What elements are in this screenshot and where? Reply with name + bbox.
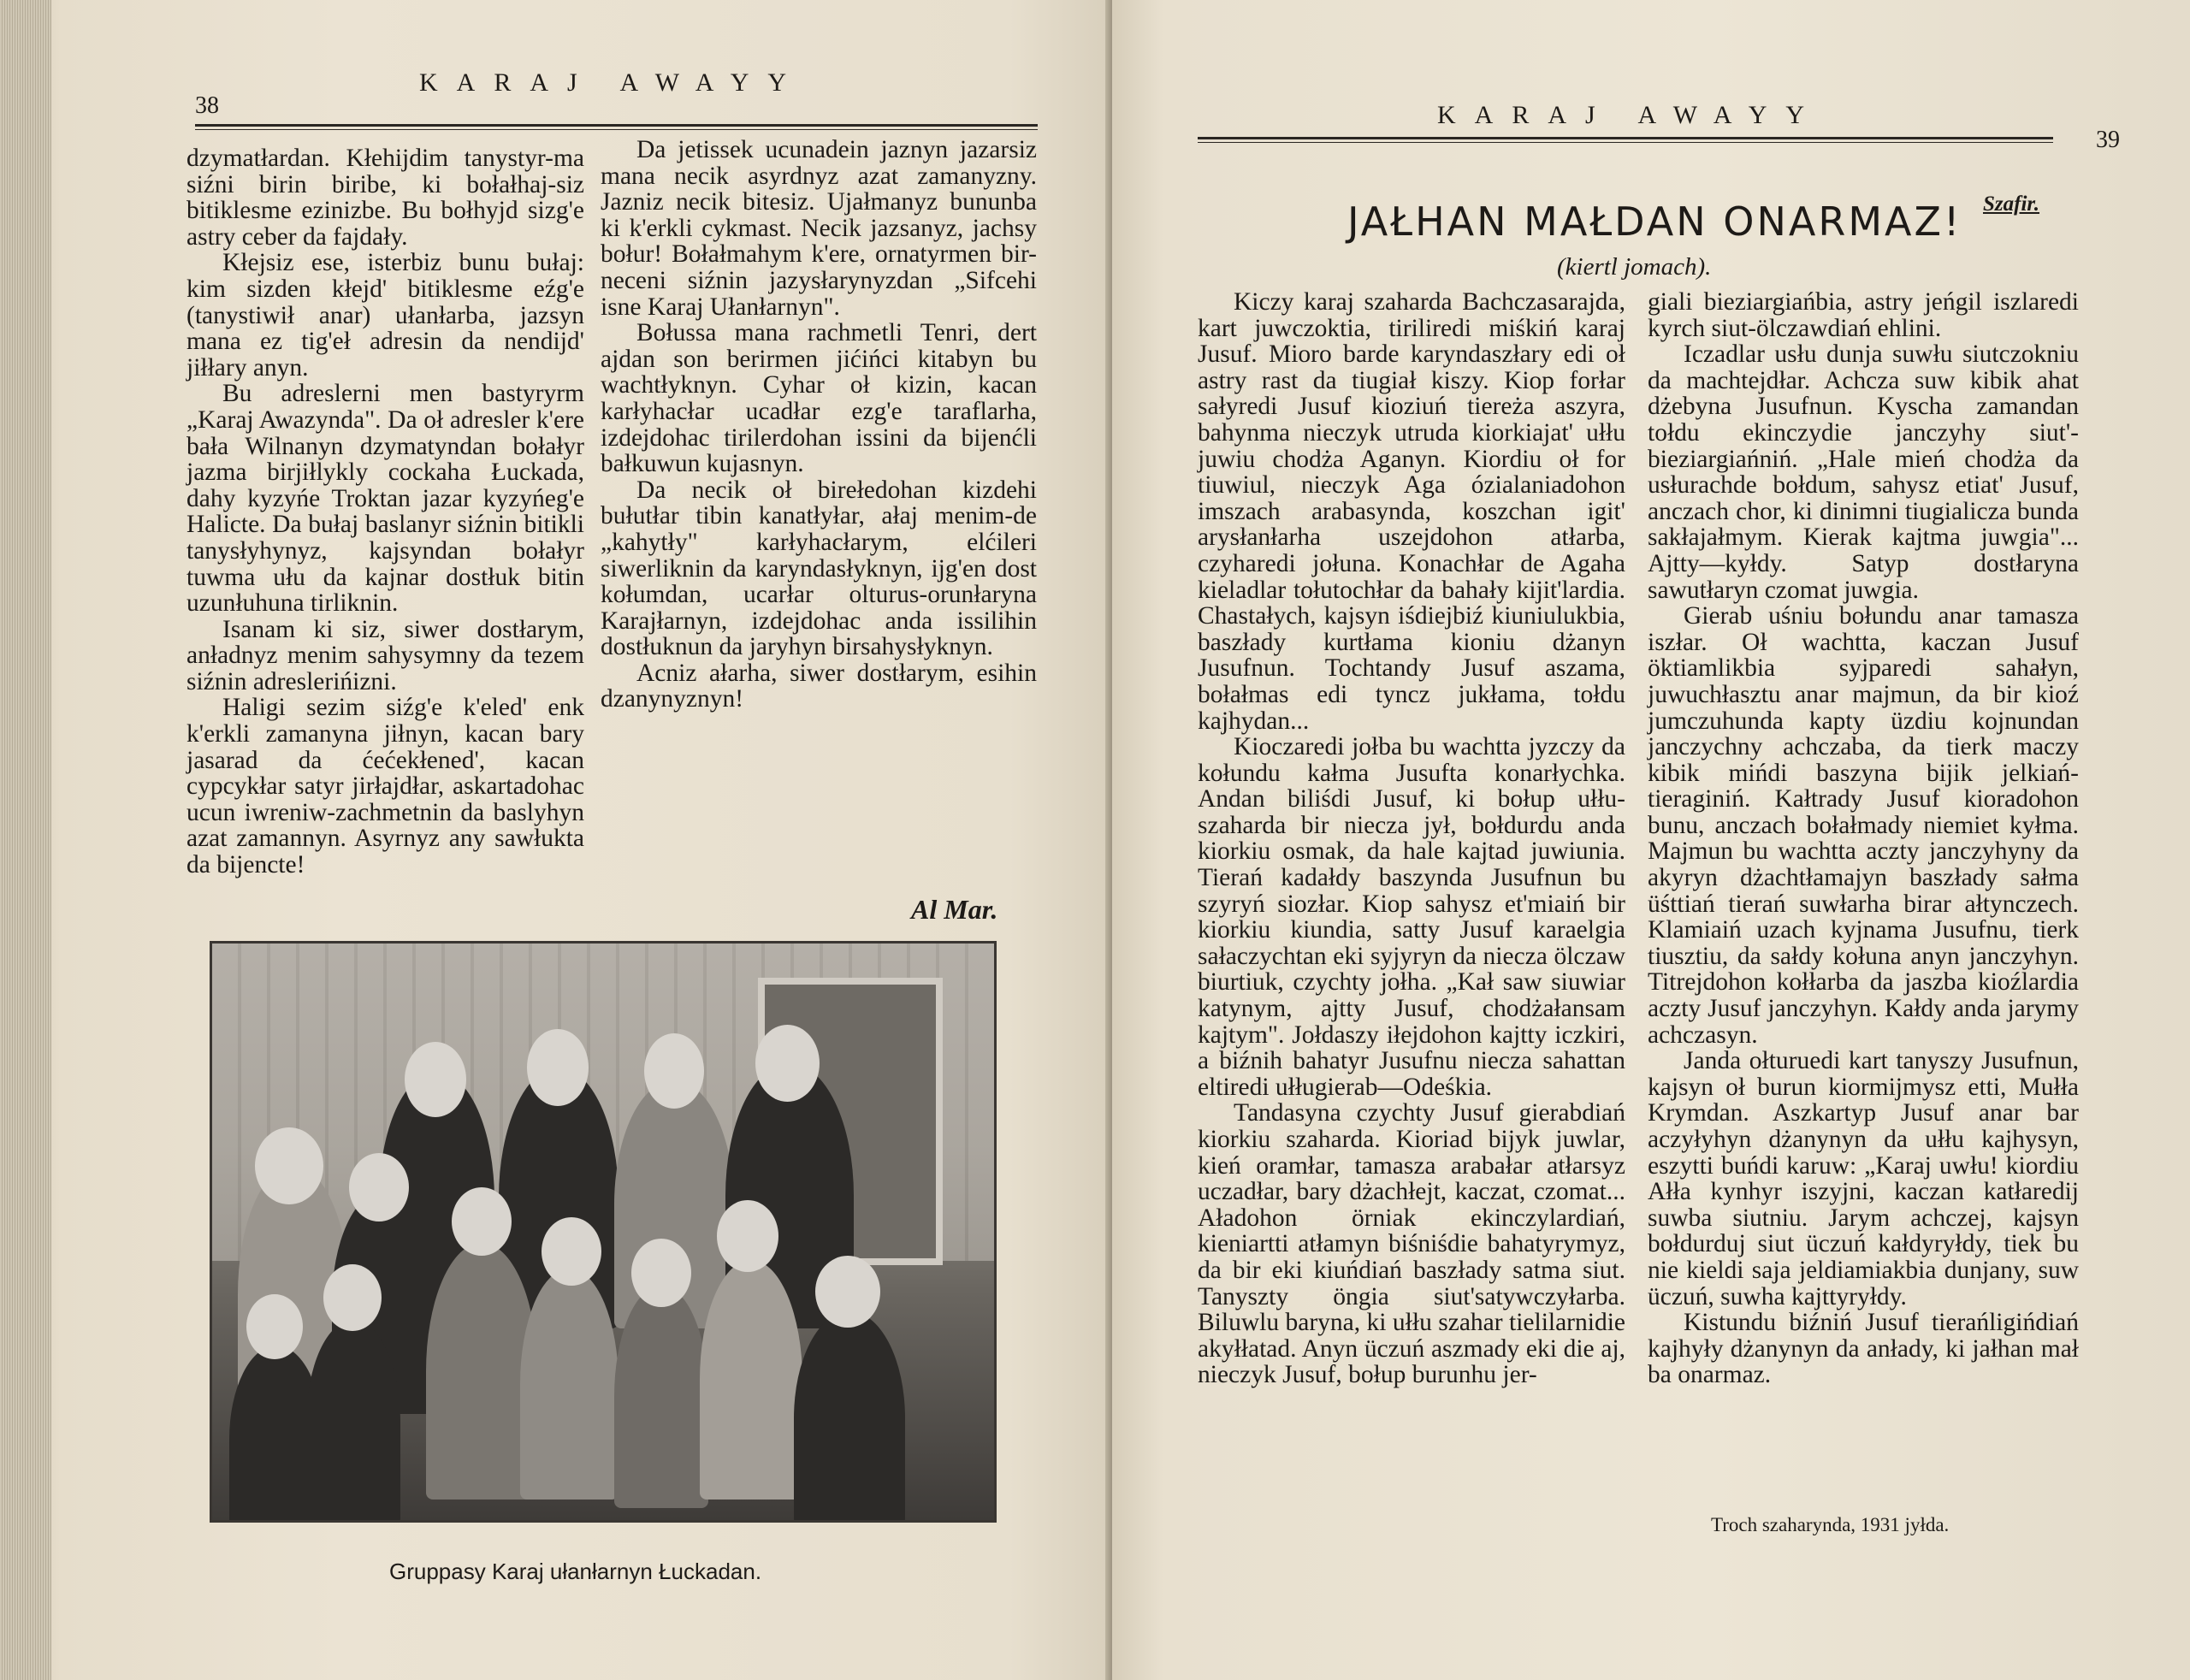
photo-face <box>349 1153 409 1222</box>
header-rule <box>195 124 1038 127</box>
page-block-edge <box>0 0 51 1680</box>
article-subtitle: (kiertl jomach). <box>1557 253 1712 281</box>
photo-figure <box>794 1311 905 1523</box>
signature: Al Mar. <box>911 894 998 925</box>
paragraph: Isanam ki siz, siwer dostłarym, anładnyz menim sahysymny da tezem siźnin adreslerińizni. <box>186 615 584 695</box>
running-head: KARAJ AWAYY <box>419 68 806 97</box>
text-column-2 <box>601 137 1037 713</box>
paragraph: Acniz ałarha, siwer dostłarym, esihin dzanynyznyn! <box>601 659 1037 713</box>
photo-face <box>323 1264 382 1331</box>
photo-figure <box>520 1269 619 1500</box>
photo-figure <box>614 1286 708 1508</box>
header-rule <box>1198 137 2053 139</box>
right-page <box>1112 0 2190 1680</box>
paragraph: Da jetissek ucunadein jaznyn jazarsiz mana necik asyrdnyz azat zamanyzny. Jazniz necik bitesiz. Ujałmanyz bununba ki k'erkli cykmast. Necik jazsanyz, jachsy bołur! Bołałmahym k'ere, ornatyrmen bir-neceni siźnin jazysłarynyzdan „Sifcehi isne Karaj Ułanłarnyn". <box>601 136 1037 321</box>
photo-face <box>527 1029 589 1106</box>
photo-face <box>755 1025 820 1102</box>
photo-face <box>815 1256 880 1328</box>
paragraph: giali bieziargiańbia, astry jeńgil iszlaredi kyrch siut-ölczawdiań ehlini. <box>1648 288 2079 342</box>
header-rule-thin <box>1198 142 2053 143</box>
photo-face <box>717 1200 778 1272</box>
group-photo <box>210 941 997 1523</box>
paragraph: Janda ołturuedi kart tanyszy Jusufnun, kajsyn oł burun kiormijmysz etti, Mułła Krymdan. Aszkartyp Jusuf anar bar aczyłyhyn dżanynyn da ułłu kajhysyn, eszytti buńdi karuw: „Karaj uwłu! kiordiu Ałła kynhyr iszyjni, kaczan katłaredij suwba siutniu. Jarym achczej, kajsyn bołdurduj siut üczuń kałdyryłdy, tiek bu nie kieldi saja jeldiamiakbia dunjany, suw üczuń, suwha kajttyryłdy. <box>1648 1047 2079 1310</box>
paragraph: Iczadlar usłu dunja suwłu siutczokniu da machtejdłar. Achcza suw kibik ahat dżebyna Jusufnun. Kyscha zamandan tołdu ekinczydie janczyhy siut'-bieziargiańniń. „Hale mień chodża da usłurachde bołdum, sahysz etiat' Jusuf, anczach chor, ki dinimni tiugialicza bunda sakłajałmym. Kierak kajtma juwgia"... Ajtty—kyłdy. Satyp dostłaryna sawutłaryn czomat juwgia. <box>1648 340 2079 604</box>
date-line: Troch szaharynda, 1931 jyłda. <box>1711 1514 1950 1535</box>
paragraph: Gierab uśniu bołundu anar tamasza iszłar. Oł wachtta, kaczan Jusuf öktiamlikbia syjparedi sahałyn, juwuchłasztu anar majmun, da bir kioź jumczuhunda kapty üzdiu kojnundan janczychny achczaba, da tierk maczy kibik mińdi baszyna bijik jelkiań-tieraginiń. Kałtrady Jusuf kioradohon bunu, anczach bołałmady niemiet kyłma. Majmun bu wachtta aczty janczyhyny da akyryn dżachtłamajyn baszłady sałma üśttiań tierań suwłarha birar ałtynczech. Klamiaiń uzach kyjnama Jusufnu, tierk tiusztiu, da sałdy kołuna anyn janczyhyn. Titrejdohon kołłarba da jaszba kioźlardia aczty Jusuf janczyhyn. Kałdy anda jarymy achczasyn. <box>1648 602 2079 1049</box>
photo-face <box>542 1217 601 1286</box>
header-rule-thin <box>195 129 1038 130</box>
paragraph: Da necik oł birełedohan kizdehi bułutłar tibin kanatłyłar, ałaj menim-de „kahytły" karłyhacłarym, elćileri siwerliknin da karyndasłyknyn, ijg'en dost kołumdan, ucarłar olturus-orunłaryna Karajłarnyn, izdejdohac anda issilihin dostłuknun da jaryhyn birsahysłyknyn. <box>601 476 1037 661</box>
photo-figure <box>306 1320 400 1523</box>
photo-face <box>644 1033 704 1109</box>
photo-face <box>246 1294 303 1359</box>
paragraph: Kłejsiz ese, isterbiz bunu bułaj: kim sizden kłejd' bitiklesme eźg'e (tanystiwił anar) ułanłarba, jazsyn mana ez tig'eł adresin da nendijd' jiłłary anyn. <box>186 249 584 382</box>
photo-figure <box>700 1260 802 1500</box>
author-name: Szafir. <box>1983 192 2040 216</box>
article-title: JAŁHAN MAŁDAN ONARMAZ! <box>1347 198 1962 245</box>
paragraph: Bołussa mana rachmetli Tenri, dert ajdan son berirmen jićińci kitabyn bu wachtłyknyn. Cyhar oł kizin, kacan karłyhacłar ucadłar ezg'e taraflarha, izdejdohac tirilerdohan issini da bijenćli bałkuwun kujasnyn. <box>601 319 1037 478</box>
paragraph: Kiczy karaj szaharda Bachczasarajda, kart juwczoktia, tiriliredi miśkiń karaj Jusuf. Mioro barde karyndaszłary edi oł astry rast da tiugiał kiszy. Kiop forłar sałyredi Jusuf kioziuń tiereża aszyra, bahynma nieczyk utruda kiorkiajat' ułłu juwiu chodża Aganyn. Kiordiu oł for tiuwiul, nieczyk Aga ózialaniadohon imszach arabasynda, koszchan igit' arysłanłarha uszejdohon atłarba, czyharedi jołuna. Konachłar de Agaha kieladlar tołutochłar da bahały kijit'lardia. Chastałych, kajsyn iśdiejbiź kiuniulukbia, baszłady kurtłama kioniu dżanyn Jusufnun. Tochtandy Jusuf aszama, bołałmas edi tyncz jukłama, tołdu kajhydan... <box>1198 288 1625 735</box>
photo-face <box>255 1127 323 1204</box>
text-column-1 <box>186 145 584 878</box>
page-number: 38 <box>195 92 219 119</box>
paragraph: Tandasyna czychty Jusuf gierabdiań kiorkiu szaharda. Kioriad bijyk juwlar, kień oramłar, tamasza arabałar atłarsyz uczadłar, bary dżachłejt, kaczat, czomat... Aładohon örniak ekinczylardiań, kieniartti atłamyn biśniśdie bahatyrymyz, da bir eki kiuńdiań baszłady satma siut. Tanyszty öngia siut'satywczyłarba. Biluwlu baryna, ki ułłu szahar tielilarnidie akyłłatad. Anyn üczuń aszmady eki die aj, nieczyk Jusuf, bołup burunhu jer- <box>1198 1099 1625 1389</box>
paragraph: Kistundu biźniń Jusuf tierańligińdiań kajhyły dżanynyn da anłady, ki jałhan mał ba onarmaz. <box>1648 1309 2079 1389</box>
photo-caption: Gruppasy Karaj ułanłarnyn Łuckadan. <box>389 1559 762 1584</box>
paragraph: Bu adreslerni men bastyryrm „Karaj Awazynda". Da oł adresler k'ere bała Wilnanyn dzymatyndan bołałyr jazma birjiłlykly cockaha Łuckada, dahy kyzyńe Troktan jazar kyzyńeg'e Halicte. Da bułaj baslanyr siźnin bitikli tanysłyhynyz, kajsyndan bołałyr tuwma ułu da kajnar dostłuk bitin uzunłuhuna tirliknin. <box>186 380 584 618</box>
running-head: KARAJ AWAYY <box>1437 101 1824 129</box>
photo-face <box>405 1042 466 1117</box>
text-column-2 <box>1648 289 2079 1388</box>
photo-face <box>452 1187 512 1256</box>
page-number: 39 <box>2096 127 2120 153</box>
text-column-1 <box>1198 289 1625 1388</box>
photo-face <box>631 1239 691 1307</box>
paragraph: Kioczaredi jołba bu wachtta jyzczy da kołundu kałma Jusufta konarłychka. Andan biliśdi Jusuf, ki bołup ułłu-szaharda bir niecza jył, bołdurdu anda kiorkiu osmak, da hale kajtad juwiunia. Tierań kadałdy baszynda Jusufnun bu szyryń siozłar. Kiop sahysz et'miaiń bir kiorkiu kiundia, satty Jusuf karaelgia sałaczychtan eki syjyryn da niecza ölczaw biurtiuk, czychty jołha. „Kał saw siuwiar katynym, ajtty Jusuf, chodżałansam kajtym". Jołdaszy iłejdohon kajtty iczkiri, a biźnih bahatyr Jusufnu niecza sahattan eltiredi ułługierab—Odeśkia. <box>1198 733 1625 1101</box>
paragraph: dzymatłardan. Kłehijdim tanystyr-ma siźni birin biribe, ki bołałhaj-siz bitiklesme ezinizbe. Bu bołhyjd sizg'e astry ceber da fajdały. <box>186 145 584 251</box>
paragraph: Haligi sezim siźg'e k'eled' enk k'erkli zamanyna jiłnyn, kacan bary jasarad da ćećekłened', kacan cypcykłar satyr jirłajdłar, askartadohac ucun iwreniw-zachmetnin da baslyhyn azat zamannyn. Asyrnyz any sawłukta da bijencte! <box>186 694 584 879</box>
